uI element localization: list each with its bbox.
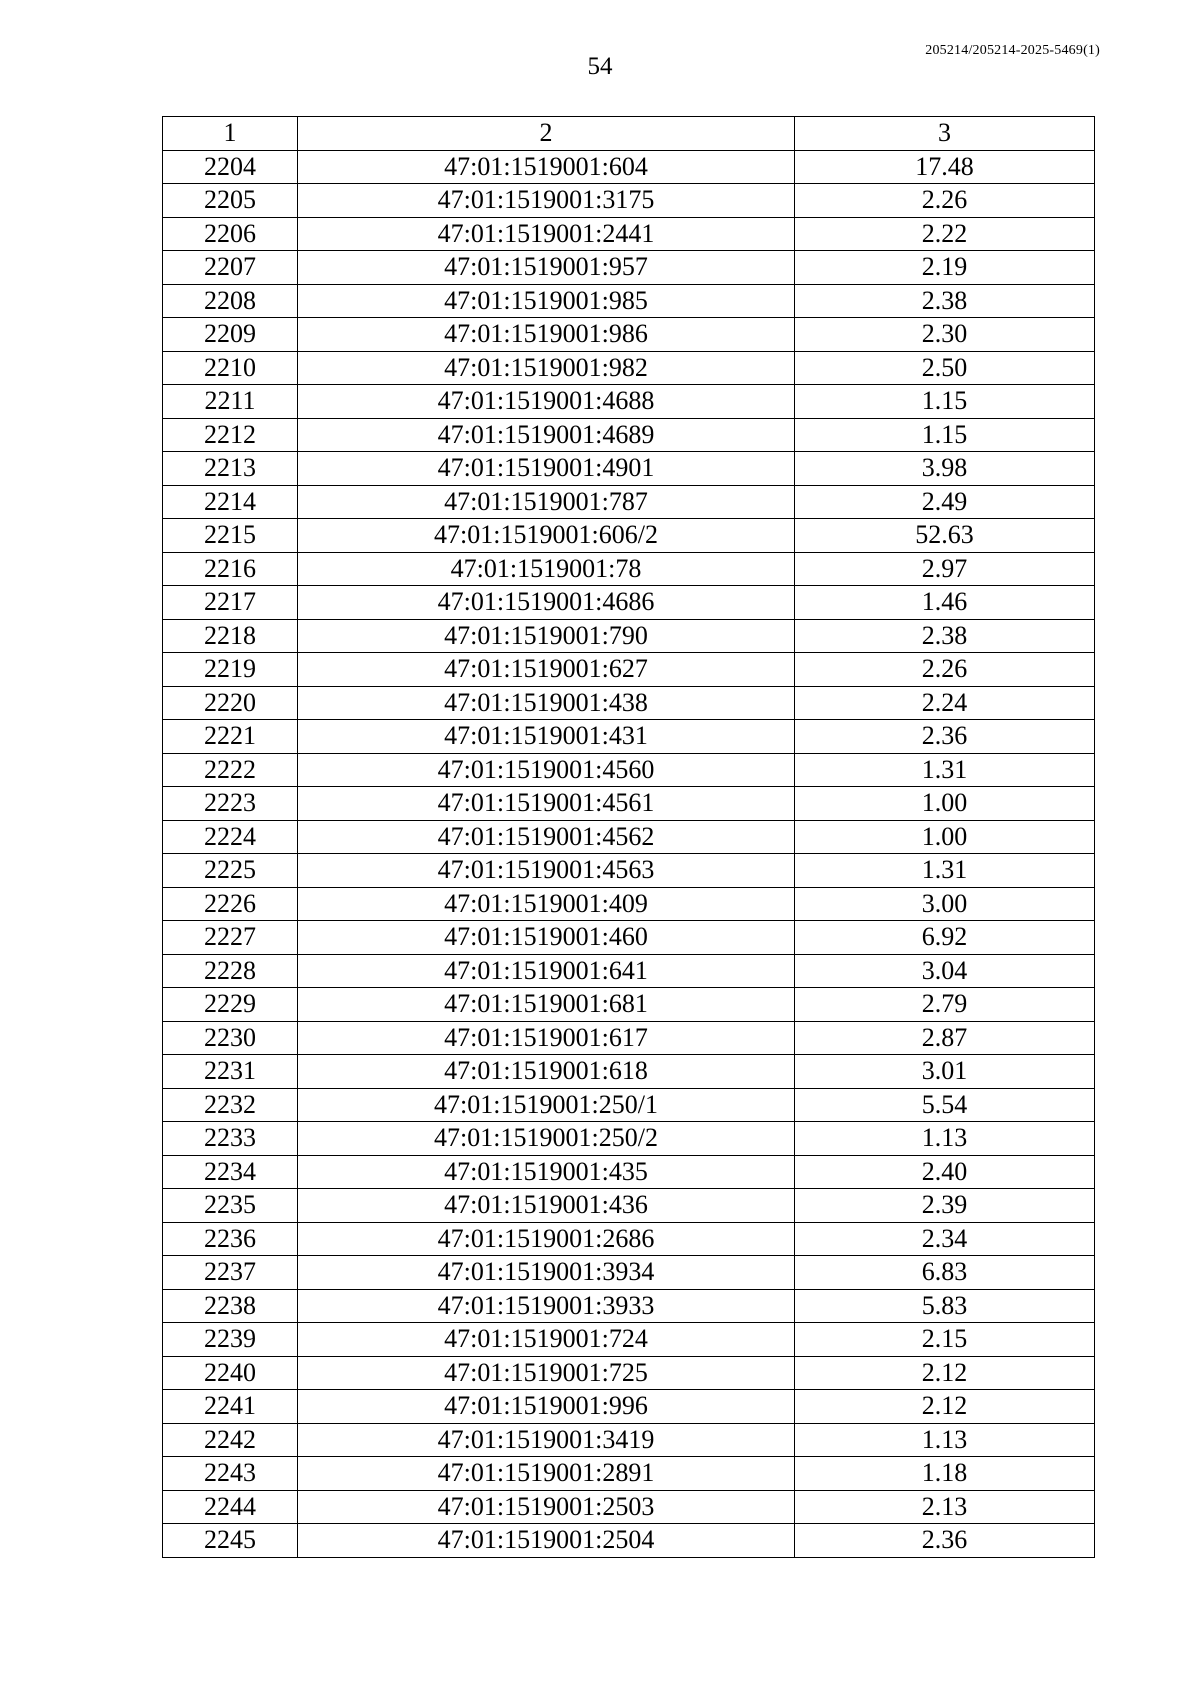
row-number-cell: 2240 [163,1356,298,1390]
value-cell: 3.98 [795,452,1095,486]
cadastral-number-cell: 47:01:1519001:627 [298,653,795,687]
row-number-cell: 2211 [163,385,298,419]
table-row [163,921,1095,955]
table-row [163,1055,1095,1089]
table-row [163,586,1095,620]
table-row [163,1390,1095,1424]
value-cell: 3.00 [795,887,1095,921]
row-number-cell: 2223 [163,787,298,821]
value-cell: 3.01 [795,1055,1095,1089]
cadastral-number-cell: 47:01:1519001:606/2 [298,519,795,553]
value-cell: 1.31 [795,854,1095,888]
row-number-cell: 2206 [163,217,298,251]
cadastral-number-cell: 47:01:1519001:4901 [298,452,795,486]
value-cell: 1.15 [795,418,1095,452]
cadastral-number-cell: 47:01:1519001:996 [298,1390,795,1424]
value-cell: 2.49 [795,485,1095,519]
value-cell: 2.97 [795,552,1095,586]
value-cell: 2.19 [795,251,1095,285]
row-number-cell: 2210 [163,351,298,385]
table-row [163,552,1095,586]
column-header-3: 3 [795,117,1095,151]
row-number-cell: 2224 [163,820,298,854]
value-cell: 1.46 [795,586,1095,620]
table-row [163,1356,1095,1390]
value-cell: 2.26 [795,184,1095,218]
row-number-cell: 2212 [163,418,298,452]
cadastral-number-cell: 47:01:1519001:4688 [298,385,795,419]
cadastral-number-cell: 47:01:1519001:4563 [298,854,795,888]
table-row [163,854,1095,888]
table-row [163,1155,1095,1189]
row-number-cell: 2235 [163,1189,298,1223]
row-number-cell: 2209 [163,318,298,352]
cadastral-number-cell: 47:01:1519001:604 [298,150,795,184]
table-row [163,887,1095,921]
value-cell: 17.48 [795,150,1095,184]
table-row [163,351,1095,385]
cadastral-number-cell: 47:01:1519001:438 [298,686,795,720]
table-row [163,619,1095,653]
table-row [163,653,1095,687]
column-header-2: 2 [298,117,795,151]
row-number-cell: 2242 [163,1423,298,1457]
cadastral-number-cell: 47:01:1519001:3934 [298,1256,795,1290]
cadastral-number-cell: 47:01:1519001:3933 [298,1289,795,1323]
value-cell: 2.38 [795,284,1095,318]
cadastral-number-cell: 47:01:1519001:250/1 [298,1088,795,1122]
value-cell: 2.87 [795,1021,1095,1055]
value-cell: 2.79 [795,988,1095,1022]
table-row [163,485,1095,519]
table-row [163,1256,1095,1290]
table-row [163,1021,1095,1055]
table-row [163,1122,1095,1156]
row-number-cell: 2219 [163,653,298,687]
cadastral-number-cell: 47:01:1519001:4686 [298,586,795,620]
value-cell: 2.36 [795,1524,1095,1558]
cadastral-number-cell: 47:01:1519001:617 [298,1021,795,1055]
value-cell: 52.63 [795,519,1095,553]
cadastral-number-cell: 47:01:1519001:2441 [298,217,795,251]
cadastral-number-cell: 47:01:1519001:3419 [298,1423,795,1457]
value-cell: 2.34 [795,1222,1095,1256]
cadastral-number-cell: 47:01:1519001:957 [298,251,795,285]
table-row [163,452,1095,486]
value-cell: 3.04 [795,954,1095,988]
row-number-cell: 2216 [163,552,298,586]
value-cell: 1.00 [795,787,1095,821]
cadastral-number-cell: 47:01:1519001:4560 [298,753,795,787]
row-number-cell: 2229 [163,988,298,1022]
value-cell: 2.38 [795,619,1095,653]
row-number-cell: 2226 [163,887,298,921]
row-number-cell: 2215 [163,519,298,553]
row-number-cell: 2241 [163,1390,298,1424]
table-row [163,184,1095,218]
row-number-cell: 2214 [163,485,298,519]
row-number-cell: 2234 [163,1155,298,1189]
value-cell: 5.83 [795,1289,1095,1323]
data-table [162,116,1095,1558]
row-number-cell: 2222 [163,753,298,787]
row-number-cell: 2218 [163,619,298,653]
cadastral-number-cell: 47:01:1519001:681 [298,988,795,1022]
row-number-cell: 2232 [163,1088,298,1122]
value-cell: 2.22 [795,217,1095,251]
table-row [163,1189,1095,1223]
cadastral-number-cell: 47:01:1519001:618 [298,1055,795,1089]
cadastral-number-cell: 47:01:1519001:4689 [298,418,795,452]
value-cell: 6.83 [795,1256,1095,1290]
cadastral-number-cell: 47:01:1519001:985 [298,284,795,318]
value-cell: 2.36 [795,720,1095,754]
cadastral-number-cell: 47:01:1519001:431 [298,720,795,754]
row-number-cell: 2238 [163,1289,298,1323]
column-header-1: 1 [163,117,298,151]
value-cell: 2.24 [795,686,1095,720]
row-number-cell: 2205 [163,184,298,218]
table-header [163,117,1095,151]
value-cell: 2.26 [795,653,1095,687]
row-number-cell: 2245 [163,1524,298,1558]
table-container [162,116,1094,1558]
row-number-cell: 2221 [163,720,298,754]
value-cell: 6.92 [795,921,1095,955]
row-number-cell: 2239 [163,1323,298,1357]
cadastral-number-cell: 47:01:1519001:436 [298,1189,795,1223]
value-cell: 2.15 [795,1323,1095,1357]
page-number: 54 [587,53,613,80]
row-number-cell: 2230 [163,1021,298,1055]
cadastral-number-cell: 47:01:1519001:641 [298,954,795,988]
cadastral-number-cell: 47:01:1519001:78 [298,552,795,586]
value-cell: 1.00 [795,820,1095,854]
value-cell: 2.40 [795,1155,1095,1189]
value-cell: 1.13 [795,1423,1095,1457]
cadastral-number-cell: 47:01:1519001:2686 [298,1222,795,1256]
table-row [163,954,1095,988]
table-body [163,150,1095,1557]
row-number-cell: 2204 [163,150,298,184]
cadastral-number-cell: 47:01:1519001:2504 [298,1524,795,1558]
table-row [163,686,1095,720]
cadastral-number-cell: 47:01:1519001:3175 [298,184,795,218]
table-row [163,1457,1095,1491]
value-cell: 5.54 [795,1088,1095,1122]
cadastral-number-cell: 47:01:1519001:250/2 [298,1122,795,1156]
table-row [163,217,1095,251]
row-number-cell: 2231 [163,1055,298,1089]
row-number-cell: 2227 [163,921,298,955]
table-row [163,418,1095,452]
value-cell: 1.15 [795,385,1095,419]
cadastral-number-cell: 47:01:1519001:460 [298,921,795,955]
cadastral-number-cell: 47:01:1519001:725 [298,1356,795,1390]
cadastral-number-cell: 47:01:1519001:790 [298,619,795,653]
row-number-cell: 2236 [163,1222,298,1256]
table-row [163,787,1095,821]
table-row [163,1323,1095,1357]
table-row [163,1289,1095,1323]
cadastral-number-cell: 47:01:1519001:787 [298,485,795,519]
row-number-cell: 2217 [163,586,298,620]
cadastral-number-cell: 47:01:1519001:4561 [298,787,795,821]
table-row [163,1490,1095,1524]
value-cell: 2.13 [795,1490,1095,1524]
table-row [163,150,1095,184]
cadastral-number-cell: 47:01:1519001:4562 [298,820,795,854]
cadastral-number-cell: 47:01:1519001:982 [298,351,795,385]
table-row [163,385,1095,419]
row-number-cell: 2243 [163,1457,298,1491]
value-cell: 2.50 [795,351,1095,385]
table-row [163,284,1095,318]
row-number-cell: 2207 [163,251,298,285]
value-cell: 1.18 [795,1457,1095,1491]
table-row [163,1524,1095,1558]
row-number-cell: 2228 [163,954,298,988]
table-row [163,1222,1095,1256]
table-row [163,820,1095,854]
document-id: 205214/205214-2025-5469(1) [925,43,1100,58]
row-number-cell: 2213 [163,452,298,486]
table-row [163,988,1095,1022]
table-row [163,519,1095,553]
value-cell: 2.30 [795,318,1095,352]
cadastral-number-cell: 47:01:1519001:2891 [298,1457,795,1491]
header-row [163,117,1095,151]
cadastral-number-cell: 47:01:1519001:435 [298,1155,795,1189]
value-cell: 2.12 [795,1356,1095,1390]
table-row [163,318,1095,352]
table-row [163,1088,1095,1122]
value-cell: 2.12 [795,1390,1095,1424]
row-number-cell: 2237 [163,1256,298,1290]
value-cell: 1.13 [795,1122,1095,1156]
value-cell: 1.31 [795,753,1095,787]
row-number-cell: 2244 [163,1490,298,1524]
table-row [163,720,1095,754]
row-number-cell: 2208 [163,284,298,318]
row-number-cell: 2220 [163,686,298,720]
cadastral-number-cell: 47:01:1519001:409 [298,887,795,921]
table-row [163,1423,1095,1457]
cadastral-number-cell: 47:01:1519001:986 [298,318,795,352]
value-cell: 2.39 [795,1189,1095,1223]
cadastral-number-cell: 47:01:1519001:724 [298,1323,795,1357]
table-row [163,251,1095,285]
row-number-cell: 2233 [163,1122,298,1156]
cadastral-number-cell: 47:01:1519001:2503 [298,1490,795,1524]
row-number-cell: 2225 [163,854,298,888]
table-row [163,753,1095,787]
